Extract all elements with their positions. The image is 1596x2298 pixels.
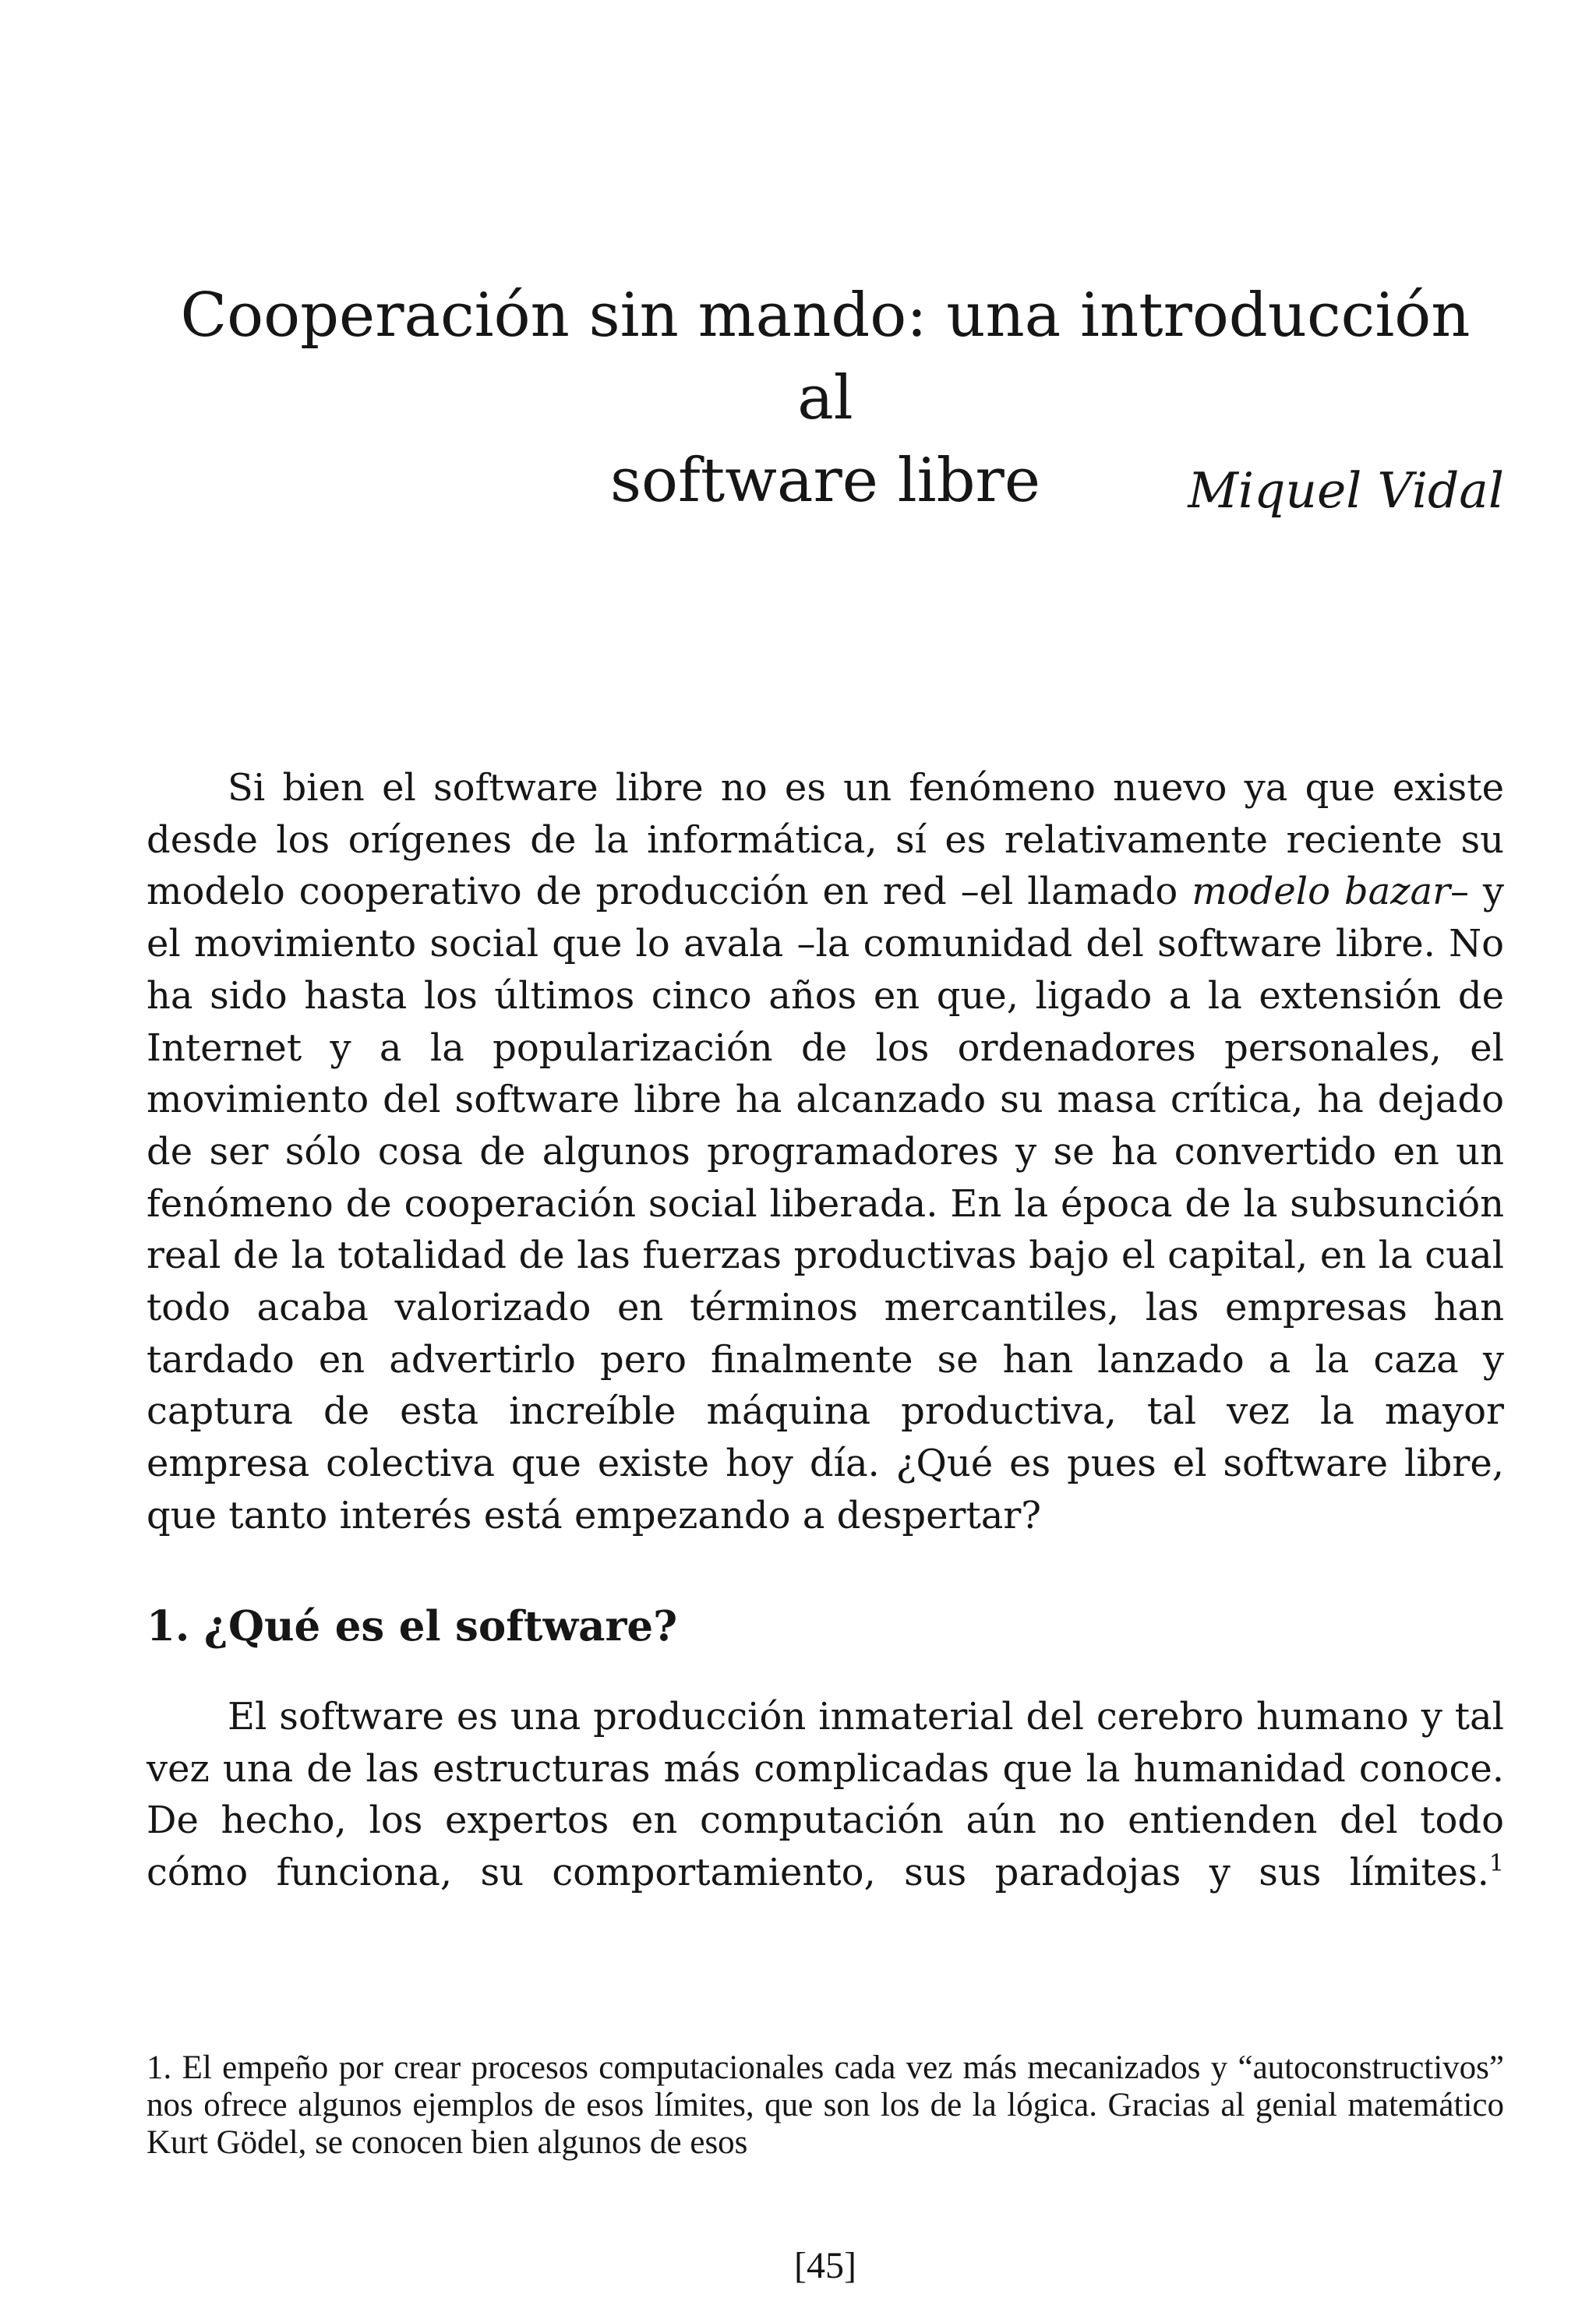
section-paragraph xyxy=(147,1691,1504,1899)
title-line-1: Cooperación sin mando: una introducción al xyxy=(180,281,1471,433)
section-heading: 1. ¿Qué es el software? xyxy=(147,1602,678,1650)
footnote: 1. El empeño por crear procesos computacionales cada vez más mecanizados y “autoconstructivos” nos ofrece algunos ejemplos de esos límites, que son los de la lógica. Gracias al genial matemático Kurt Gödel, se conocen bien algunos de esos xyxy=(147,2049,1504,2161)
author-name: Miquel Vidal xyxy=(1188,462,1504,519)
title-line-2: software libre xyxy=(610,446,1040,516)
page-number: [45] xyxy=(794,2245,856,2286)
intro-italic-term: modelo bazar xyxy=(1192,870,1451,914)
intro-text-end: – y el movimiento social que lo avala –la comunidad del software libre. No ha sido hasta los últimos cinco años en que, ligado a la extensión de Internet y a la popularización de los ordenadores personales, el movimiento del software libre ha alcanzado su masa crítica, ha dejado de ser sólo cosa de algunos programadores y se ha convertido en un fenómeno de cooperación social liberada. En la época de la subsunción real de la totalidad de las fuerzas productivas bajo el capital, en la cual todo acaba valorizado en términos mercantiles, las empresas han tardado en advertirlo pero finalmente se han lanzado a la caza y captura de esta increíble máquina productiva, tal vez la mayor empresa colectiva que existe hoy día. ¿Qué es pues el software libre, que tanto interés está empezando a despertar? xyxy=(147,870,1505,1537)
book-page xyxy=(147,0,1504,2298)
intro-paragraph xyxy=(147,762,1504,1542)
footnote-reference[interactable]: 1 xyxy=(1488,1850,1504,1878)
section-paragraph-text: El software es una producción inmaterial del cerebro humano y tal vez una de las estructuras más complicadas que la humanidad conoce. De hecho, los expertos en computación aún no entienden del todo cómo funciona, su comportamiento, sus paradojas y sus límites. xyxy=(147,1695,1504,1895)
intro-text-start: Si bien el software libre no es un fenómeno nuevo ya que existe desde los orígenes de la informática, sí es relativamente reciente su modelo cooperativo de producción en red –el llamado xyxy=(147,766,1504,914)
